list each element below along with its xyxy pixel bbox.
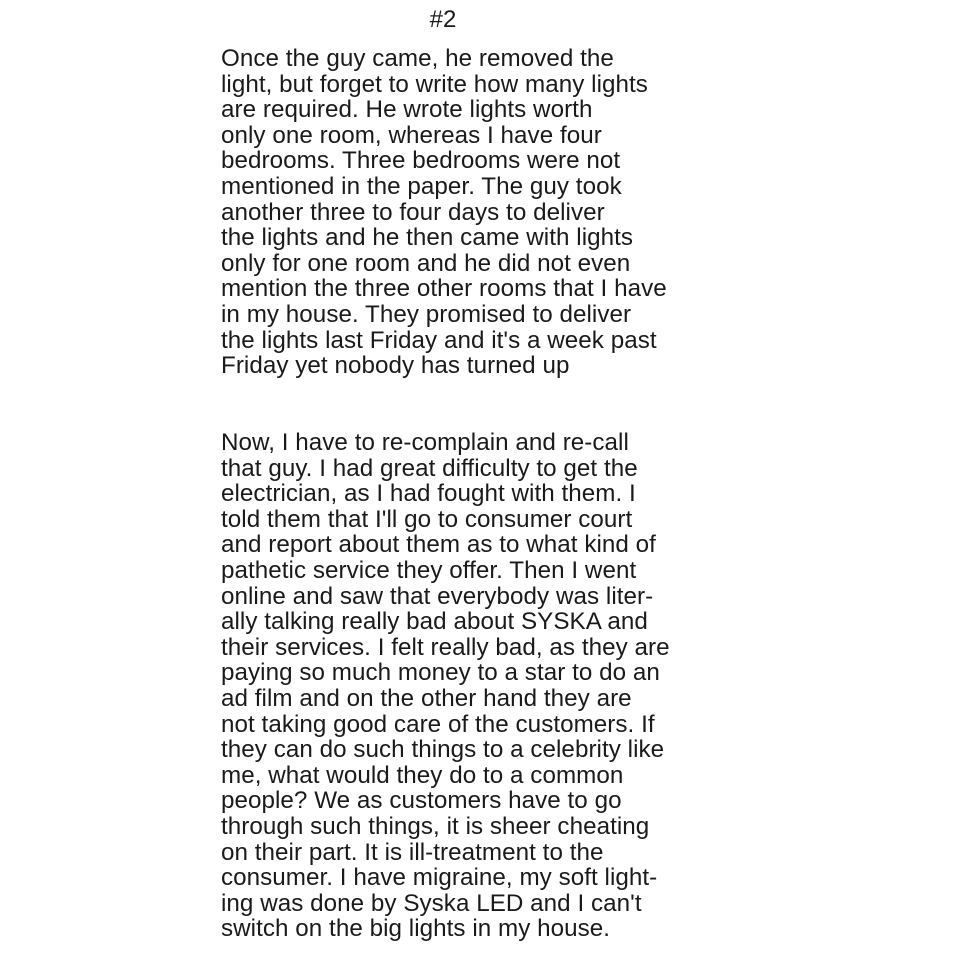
paragraph-line: ally talking really bad about SYSKA and [221,608,648,636]
paragraph-line: mentioned in the paper. The guy took [221,172,622,200]
paragraph-line: Once the guy came, he removed the [221,45,614,72]
paragraph-2 [221,430,670,942]
paragraph-line: their services. I felt really bad, as they are [221,633,670,661]
paragraph-line: consumer. I have migraine, my soft light- [221,864,658,892]
paragraph-line: on their part. It is ill-treatment to the [221,838,604,866]
paragraph-line: the lights and he then came with lights [221,224,634,252]
paragraph-line: only one room, whereas I have four [221,121,602,149]
paragraph-line: Friday yet nobody has turned up [221,352,570,380]
paragraph-line: people? We as customers have to go [221,787,622,815]
paragraph-line: through such things, it is sheer cheating [221,812,650,840]
paragraph-1 [221,46,667,379]
paragraph-line: only for one room and he did not even [221,249,631,277]
paragraph-line: in my house. They promised to deliver [221,300,632,328]
paragraph-line: me, what would they do to a common [221,761,624,789]
paragraph-line: another three to four days to deliver [221,198,605,226]
paragraph-line: switch on the big lights in my house. [221,915,611,943]
paragraph-line: paying so much money to a star to do an [221,659,660,687]
paragraph-line: ad film and on the other hand they are [221,684,632,712]
page-number: #2 [429,6,457,33]
paragraph-line: that guy. I had great difficulty to get the [221,454,638,482]
paragraph-line: mention the three other rooms that I have [221,275,667,303]
paragraph-line: not taking good care of the customers. If [221,710,655,738]
paragraph-line: the lights last Friday and it's a week past [221,326,657,354]
paragraph-line: ing was done by Syska LED and I can't [221,889,642,917]
paragraph-line: and report about them as to what kind of [221,531,656,559]
paragraph-line: they can do such things to a celebrity like [221,736,665,764]
paragraph-line: light, but forget to write how many lights [221,70,648,98]
paragraph-line: told them that I'll go to consumer court [221,505,633,533]
paragraph-line: Now, I have to re-complain and re-call [221,429,629,456]
paragraph-line: electrician, as I had fought with them. I [221,480,636,508]
paragraph-line: are required. He wrote lights worth [221,96,593,124]
paragraph-line: online and saw that everybody was liter- [221,582,654,610]
paragraph-line: pathetic service they offer. Then I went [221,556,637,584]
paragraph-line: bedrooms. Three bedrooms were not [221,147,621,175]
